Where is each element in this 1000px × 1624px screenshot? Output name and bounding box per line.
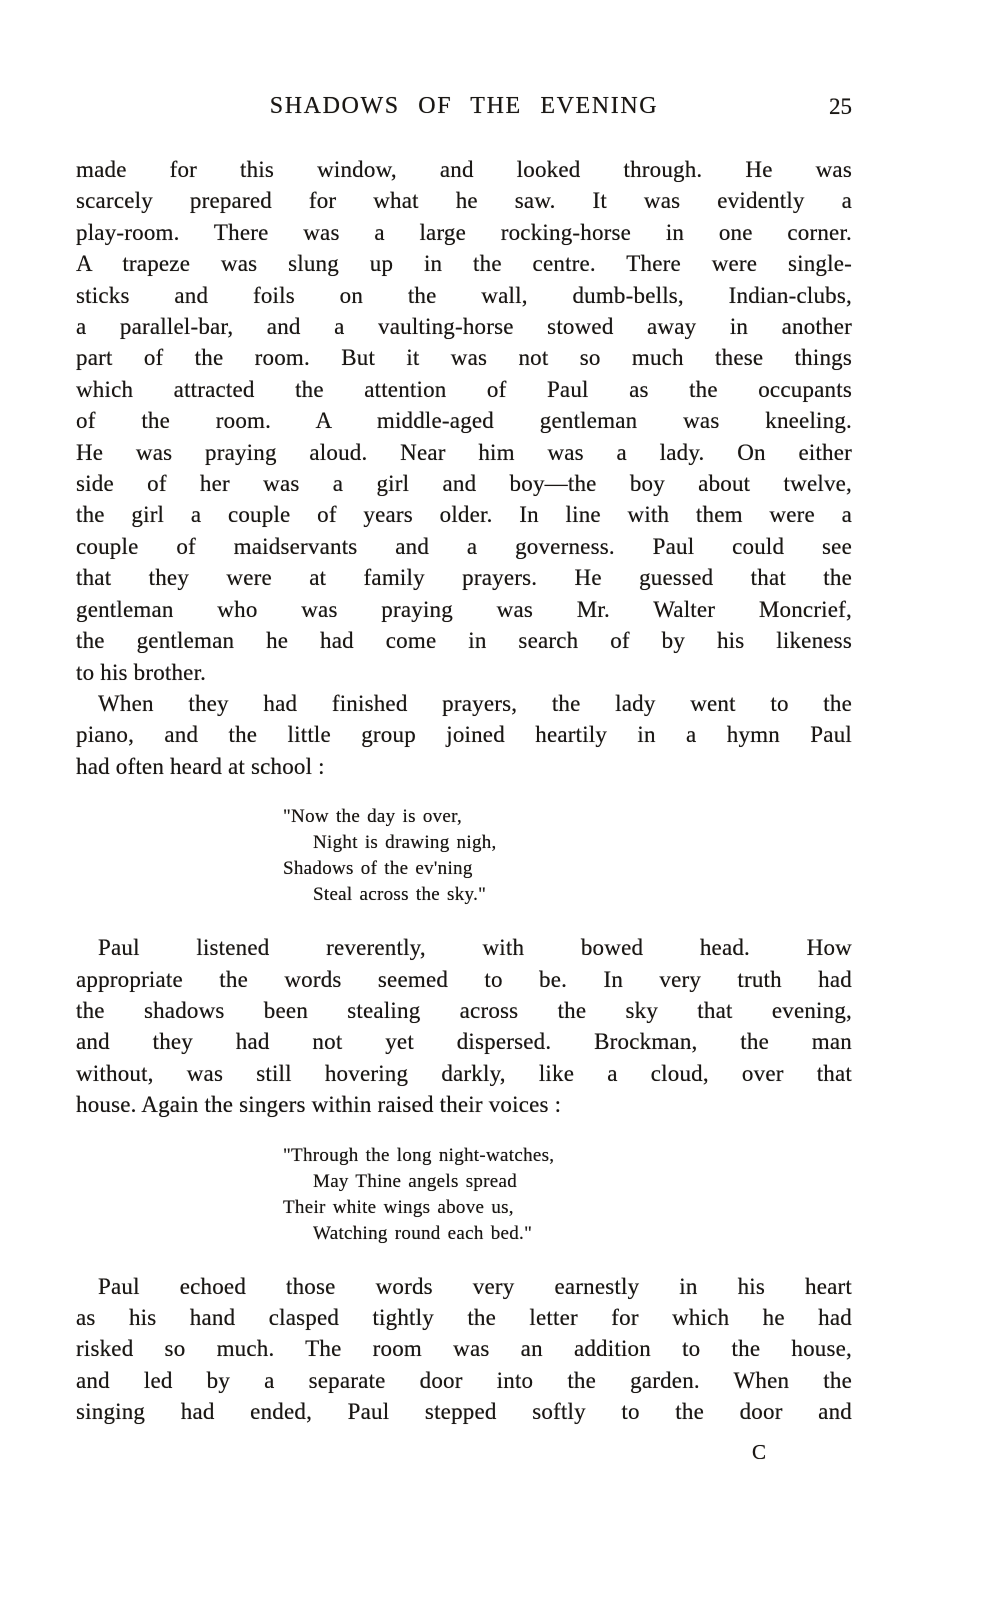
signature-mark: C (752, 1439, 767, 1464)
text-line: singing had ended, Paul stepped softly to the door and (76, 1399, 852, 1425)
text-line: Their white wings above us, (283, 1196, 514, 1218)
hymn-verse-1 (283, 804, 852, 908)
text-line: scarcely prepared for what he saw. It was evidently a (76, 188, 852, 214)
text-line: Night is drawing nigh, (313, 832, 497, 854)
running-header (76, 93, 852, 125)
text-line: play-room. There was a large rocking-horse in one corner. (76, 219, 852, 245)
text-line: piano, and the little group joined heartily in a hymn Paul (76, 722, 852, 748)
text-line: and led by a separate door into the garden. When the (76, 1367, 852, 1393)
text-line: house. Again the singers within raised their voices : (76, 1092, 562, 1118)
text-line: and they had not yet dispersed. Brockman, the man (76, 1029, 852, 1055)
text-line: "Through the long night-watches, (283, 1144, 555, 1166)
text-line: Paul echoed those words very earnestly in his heart (98, 1273, 852, 1299)
text-line: which attracted the attention of Paul as the occupants (76, 376, 852, 402)
paragraph-4 (76, 1271, 852, 1428)
text-line: sticks and foils on the wall, dumb-bells, Indian-clubs, (76, 282, 852, 308)
paragraph-1 (76, 154, 852, 688)
text-line: When they had finished prayers, the lady went to the (98, 690, 852, 716)
text-line: appropriate the words seemed to be. In very truth had (76, 966, 852, 992)
text-line: without, was still hovering darkly, like a cloud, over that (76, 1060, 852, 1086)
text-line: the girl a couple of years older. In line with them were a (76, 502, 852, 528)
text-line: Steal across the sky." (313, 884, 487, 906)
text-line: Paul listened reverently, with bowed head. How (98, 935, 852, 961)
text-line: risked so much. The room was an addition to the house, (76, 1336, 852, 1362)
hymn-verse-2 (283, 1143, 852, 1247)
text-line: to his brother. (76, 659, 207, 685)
text-line: gentleman who was praying was Mr. Walter Moncrief, (76, 596, 852, 622)
text-line: of the room. A middle-aged gentleman was kneeling. (76, 408, 852, 434)
text-line: had often heard at school : (76, 753, 325, 779)
page-content (76, 0, 852, 1465)
text-line: "Now the day is over, (283, 806, 463, 828)
text-body (76, 154, 852, 1428)
text-line: the shadows been stealing across the sky that evening, (76, 997, 852, 1023)
text-line: A trapeze was slung up in the centre. There were single- (76, 251, 852, 277)
text-line: side of her was a girl and boy—the boy about twelve, (76, 471, 852, 497)
paragraph-2 (76, 688, 852, 782)
text-line: Shadows of the ev'ning (283, 858, 473, 880)
text-line: Watching round each bed." (313, 1222, 533, 1244)
text-line: made for this window, and looked through. He was (76, 157, 852, 182)
paragraph-3 (76, 932, 852, 1120)
page-number: 25 (829, 94, 852, 119)
text-line: a parallel-bar, and a vaulting-horse stowed away in another (76, 314, 852, 340)
page-title: SHADOWS OF THE EVENING (269, 93, 659, 119)
text-line: the gentleman he had come in search of by his likeness (76, 628, 852, 654)
text-line: couple of maidservants and a governess. Paul could see (76, 533, 852, 559)
text-line: as his hand clasped tightly the letter for which he had (76, 1304, 852, 1330)
text-line: May Thine angels spread (313, 1170, 518, 1192)
text-line: that they were at family prayers. He guessed that the (76, 565, 852, 591)
text-line: part of the room. But it was not so much these things (76, 345, 852, 371)
text-line: He was praying aloud. Near him was a lady. On either (76, 439, 852, 465)
